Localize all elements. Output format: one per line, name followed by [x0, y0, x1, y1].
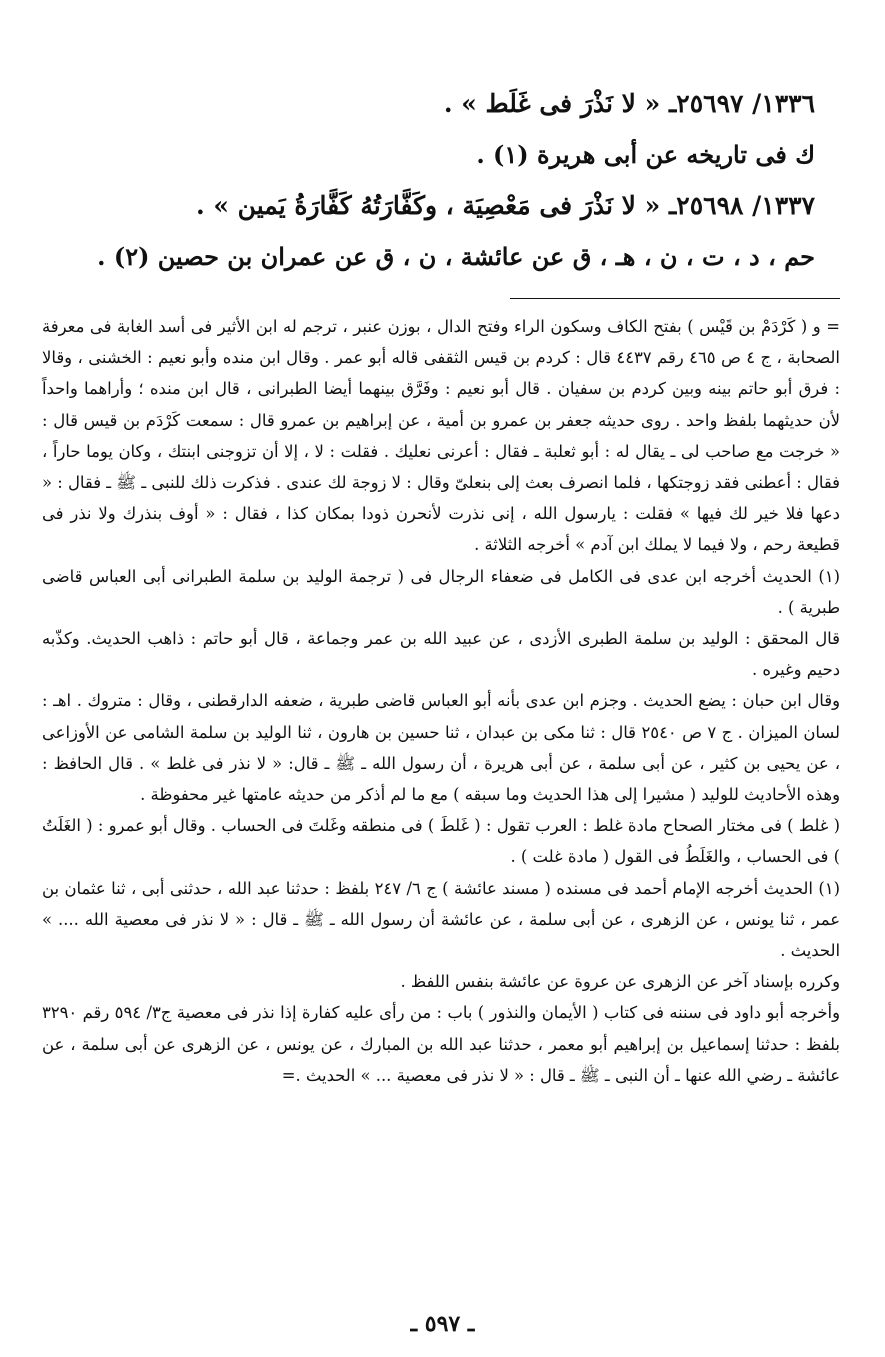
footnote-continuation: = و ( كَرْدَمْ بن قَيْس ) بفتح الكاف وسكون الراء وفتح الدال ، بوزن عنبر ، ترجم له ابن الأثير فى أسد الغابة فى معرفة الصحابة ، ج ٤ ص ٤٦٥ رقم ٤٤٣٧ قال : كردم بن قيس الثقفى قاله أبو عمر . وقال ابن منده وأبو نعيم : الخشنى ، وقالا : فرق أبو حاتم بينه وبين كردم بن سفيان . قال أبو نعيم : وفَرَّق بينهما أيضا الطبرانى ، قال ابن منده ؛ وأراهما واحداً لأن حديثهما بلفظ واحد . روى حديثه جعفر بن عمرو بن أمية ، عن إبراهيم بن عمرو قال : سمعت كَرْدَم بن قيس قال : « خرجت مع صاحب لى ـ يقال له : أبو ثعلبة ـ فقال : أعرنى نعليك . فقلت : لا ، إلا أن تزوجنى ابنتك ، وكان يوما حاراً ، فقال : أعطنى فقد زوجتكها ، فلما انصرف بعث إلى بنعلىّ وقال : لا زوجة لك عندى . فذكرت ذلك للنبى ـ ﷺ ـ فقال : « دعها فلا خير لك فيها » فقلت : يارسول الله ، إنى نذرت لأنحرن ذودا بمكان كذا ، فقال : « أوف بنذرك ولا نذر فى قطيعة رحم ، ولا فيما لا يملك ابن آدم » أخرجه الثلاثة .	[42, 317, 840, 555]
footnote-separator	[510, 298, 840, 299]
footnote-abu-dawud: وأخرجه أبو داود فى سننه فى كتاب ( الأيمان والنذور ) باب : من رأى عليه كفارة إذا نذر فى معصية ج٣/ ٥٩٤ رقم ٣٢٩٠ بلفظ : حدثنا إسماعيل بن إبراهيم أبو معمر ، حدثنا عبد الله بن المبارك ، عن يونس ، عن الزهرى عن أبى سلمة ، عن عائشة ـ رضي الله عنها ـ أن النبى ـ ﷺ ـ قال : « لا نذر فى معصية ... » الحديث .=	[42, 1003, 840, 1085]
footnote-muhaqqiq: قال المحقق : الوليد بن سلمة الطبرى الأزدى ، عن عبيد الله بن عمر وجماعة ، قال أبو حاتم : ذاهب الحديث. وكذّبه دحيم وغيره .	[42, 629, 840, 680]
hadith-1337: ١٣٣٧/ ٢٥٦٩٨ـ « لا نَذْرَ فى مَعْصِيَة ، وكَفَّارَتُهُ كَفَّارَةُ يَمين » .	[195, 191, 815, 220]
footnotes	[42, 311, 840, 1091]
footnote-ghalat-definition: ( غلط ) فى مختار الصحاح مادة غلط : العرب تقول : ( غَلطَ ) فى منطقه وغَلتَ فى الحساب . وقال أبو عمرو : ( الغَلَتُ ) فى الحساب ، والغَلَطُ فى القول ( مادة غلت ) .	[42, 816, 840, 867]
footnote-ibn-hibban: وقال ابن حبان : يضع الحديث . وجزم ابن عدى بأنه أبو العباس قاضى طبرية ، ضعفه الدارقطنى ، وقال : متروك . اهـ : لسان الميزان . ج ٧ ص ٢٥٤٠ قال : ثنا مكى بن عبدان ، ثنا حسين بن هارون ، ثنا الوليد بن سلمة الشامى عن الأوزاعى ، عن يحيى بن كثير ، عن أبى سلمة ، عن أبى هريرة ، أن رسول الله ـ ﷺ ـ قال: « لا نذر فى غلط » . قال الحافظ : وهذه الأحاديث للوليد ( مشيرا إلى هذا الحديث وما سبقه ) مع ما لم أذكر من حديثه عامتها غير محفوظة .	[42, 691, 840, 805]
hadith-1337-source: حم ، د ، ت ، ن ، هـ ، ق عن عائشة ، ن ، ق عن عمران بن حصين (٢) .	[97, 242, 815, 271]
footnote-repeated-isnad: وكرره بإسناد آخر عن الزهرى عن عروة عن عائشة بنفس اللفظ .	[400, 972, 840, 992]
hadith-1336-source: ك فى تاريخه عن أبى هريرة (١) .	[476, 140, 815, 169]
hadith-1336: ١٣٣٦/ ٢٥٦٩٧ـ « لا نَذْرَ فى غَلَط » .	[443, 89, 815, 118]
page-number: ـ ٥٩٧ ـ	[410, 1311, 475, 1337]
footnote-1-ahmad: (١) الحديث أخرجه الإمام أحمد فى مسنده ( مسند عائشة ) ج ٦/ ٢٤٧ بلفظ : حدثنا عبد الله ، حدثنى أبى ، ثنا عثمان بن عمر ، ثنا يونس ، عن الزهرى ، عن أبى سلمة ، عن عائشة أن رسول الله ـ ﷺ ـ قال : « لا نذر فى معصية الله .... » الحديث .	[42, 878, 840, 961]
hadith-entries	[95, 78, 815, 282]
footnote-1-ibn-adi: (١) الحديث أخرجه ابن عدى فى الكامل فى ضعفاء الرجال فى ( ترجمة الوليد بن سلمة الطبرانى أبى العباس قاضى طبرية ) .	[42, 566, 840, 617]
